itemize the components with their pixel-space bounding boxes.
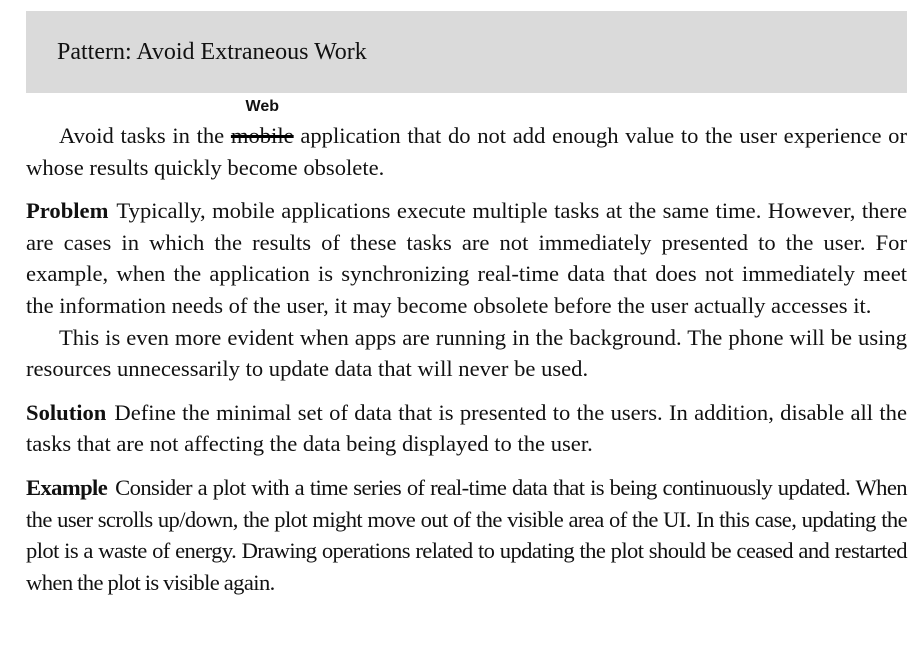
handwritten-edit xyxy=(230,98,294,152)
intro-text-before: Avoid tasks in the xyxy=(59,123,225,148)
problem-label: Problem xyxy=(26,198,109,224)
problem-continuation: This is even more evident when apps are running in the background. The phone will be using resources unnecessarily to update data that will never be used. xyxy=(26,324,907,382)
example-paragraph xyxy=(26,472,907,598)
example-label: Example xyxy=(26,474,108,500)
intro-text-after: application that do not add enough value to the user experience or whose results quickly become obsolete. xyxy=(26,123,908,180)
pattern-body xyxy=(26,98,908,598)
problem-text: Typically, mobile applications execute multiple tasks at the same time. However, there are cases in which the results of these tasks are not immediately presented to the user. For example, when the application is synchronizing real-time data that does not immediately meet the information needs of the user, it may become obsolete before the user actually accesses it. xyxy=(26,198,907,318)
struck-word: mobile xyxy=(230,123,294,148)
solution-label: Solution xyxy=(26,399,107,425)
problem-paragraph xyxy=(26,195,907,321)
pattern-header-box xyxy=(26,11,907,93)
intro-paragraph xyxy=(26,98,908,183)
solution-text: Define the minimal set of data that is presented to the users. In addition, disable all the tasks that are not affecting the data being displayed to the user. xyxy=(26,399,907,457)
pattern-title: Pattern: Avoid Extraneous Work xyxy=(57,39,367,65)
inserted-word: Web xyxy=(245,98,280,115)
solution-paragraph xyxy=(26,397,907,460)
example-text: Consider a plot with a time series of real-time data that is being continuously updated. When the user scrolls up/down, the plot might move out of the visible area of the UI. In this case, updating the plot is a waste of energy. Drawing operations related to updating the plot should be ceased and restarted when the plot is visible again. xyxy=(26,474,907,595)
